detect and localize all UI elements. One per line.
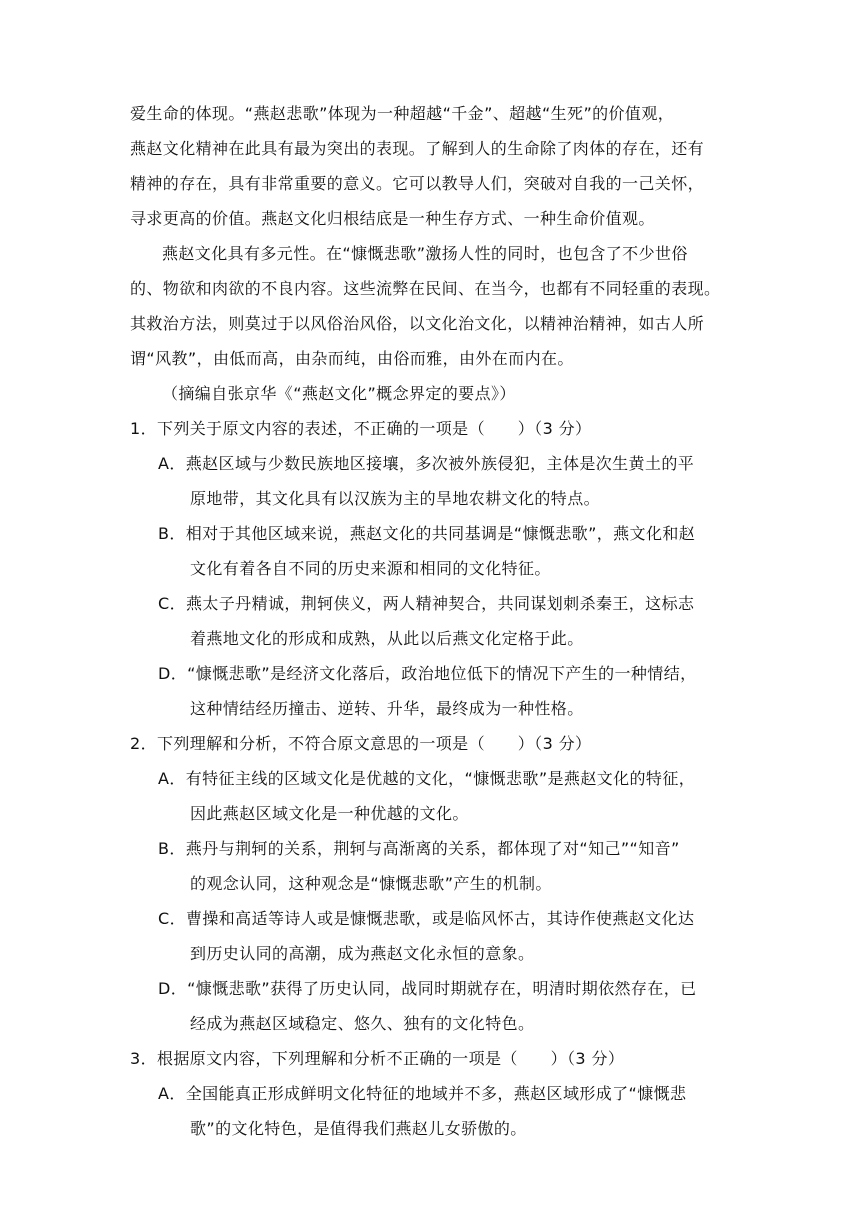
- question-option-continuation: 因此燕赵区域文化是一种优越的文化。: [190, 804, 469, 823]
- question-option: D．“慷慨悲歌”获得了历史认同，战同时期就存在，明清时期依然存在，已: [158, 979, 697, 998]
- passage-line: 爱生命的体现。“燕赵悲歌”体现为一种超越“千金”、超越“生死”的价值观，: [130, 104, 675, 123]
- question-option: C．燕太子丹精诚，荆轲侠义，两人精神契合，共同谋划刺杀秦王，这标志: [158, 594, 695, 613]
- question-option: D．“慷慨悲歌”是经济文化落后，政治地位低下的情况下产生的一种情结，: [158, 664, 697, 683]
- passage-line: 燕赵文化精神在此具有最为突出的表现。了解到人的生命除了肉体的存在，还有: [130, 139, 705, 158]
- question-stem: 2．下列理解和分析，不符合原文意思的一项是（ ）（3 分）: [130, 734, 592, 753]
- source-citation: （摘编自张京华《“燕赵文化”概念界定的要点》）: [162, 384, 516, 403]
- passage-line: 的、物欲和肉欲的不良内容。这些流弊在民间、在当今，也都有不同轻重的表现。: [130, 279, 721, 298]
- question-option: B．燕丹与荆轲的关系，荆轲与高渐离的关系，都体现了对“知己”“知音”: [158, 839, 680, 858]
- passage-line: 其救治方法，则莫过于以风俗治风俗，以文化治文化，以精神治精神，如古人所: [130, 314, 705, 333]
- question-option: C．曹操和高适等诗人或是慷慨悲歌，或是临风怀古，其诗作使燕赵文化达: [158, 909, 695, 928]
- question-option-continuation: 着燕地文化的形成和成熟，从此以后燕文化定格于此。: [190, 629, 584, 648]
- question-option: B．相对于其他区域来说，燕赵文化的共同基调是“慷慨悲歌”，燕文化和赵: [158, 524, 696, 543]
- passage-line: 精神的存在，具有非常重要的意义。它可以教导人们，突破对自我的一己关怀，: [130, 174, 705, 193]
- question-option-continuation: 这种情结经历撞击、逆转、升华，最终成为一种性格。: [190, 699, 584, 718]
- question-option-continuation: 经成为燕赵区域稳定、悠久、独有的文化特色。: [190, 1014, 535, 1033]
- question-option: A．全国能真正形成鲜明文化特征的地域并不多，燕赵区域形成了“慷慨悲: [158, 1084, 687, 1103]
- passage-line: 谓“风教”，由低而高，由杂而纯，由俗而雅，由外在而内在。: [130, 349, 574, 368]
- question-option-continuation: 歌”的文化特色，是值得我们燕赵儿女骄傲的。: [190, 1119, 527, 1138]
- passage-line: 燕赵文化具有多元性。在“慷慨悲歌”激扬人性的同时，也包含了不少世俗: [162, 244, 688, 263]
- question-stem: 3．根据原文内容，下列理解和分析不正确的一项是（ ）（3 分）: [130, 1049, 625, 1068]
- question-option-continuation: 文化有着各自不同的历史来源和相同的文化特征。: [190, 559, 551, 578]
- question-option: A．有特征主线的区域文化是优越的文化，“慷慨悲歌”是燕赵文化的特征，: [158, 769, 696, 788]
- question-option-continuation: 到历史认同的高潮，成为燕赵文化永恒的意象。: [190, 944, 535, 963]
- question-option-continuation: 原地带，其文化具有以汉族为主的旱地农耕文化的特点。: [190, 489, 601, 508]
- passage-line: 寻求更高的价值。燕赵文化归根结底是一种生存方式、一种生命价值观。: [130, 209, 655, 228]
- question-option-continuation: 的观念认同，这种观念是“慷慨悲歌”产生的机制。: [190, 874, 552, 893]
- question-option: A．燕赵区域与少数民族地区接壤，多次被外族侵犯，主体是次生黄土的平: [158, 454, 695, 473]
- question-stem: 1．下列关于原文内容的表述，不正确的一项是（ ）（3 分）: [130, 419, 592, 438]
